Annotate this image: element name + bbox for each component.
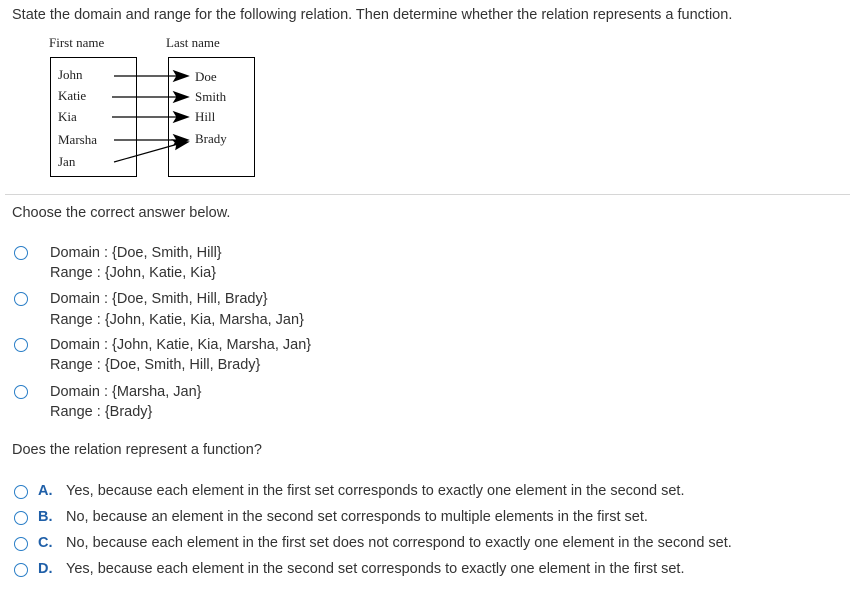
part1-prompt: Choose the correct answer below.	[12, 205, 231, 221]
first-name-item: Marsha	[58, 132, 97, 147]
option-3-domain[interactable]: Domain : {John, Katie, Kia, Marsha, Jan}	[50, 337, 312, 353]
domain-range-option-2-radio[interactable]	[14, 292, 28, 306]
domain-range-option-4-radio[interactable]	[14, 385, 28, 399]
question-text: State the domain and range for the following relation. Then determine whether the relation represents a function.	[12, 7, 733, 23]
domain-range-option-1-radio[interactable]	[14, 246, 28, 260]
domain-range-option-3-radio[interactable]	[14, 338, 28, 352]
relation-mapping-diagram	[46, 32, 266, 182]
last-name-item: Smith	[195, 89, 227, 104]
answer-d-radio[interactable]	[14, 563, 28, 577]
answer-d-text[interactable]: Yes, because each element in the second set corresponds to exactly one element in the first set.	[66, 561, 685, 577]
answer-a-letter[interactable]: A.	[38, 483, 53, 499]
mapping-arrows	[46, 32, 266, 182]
last-name-header: Last name	[166, 35, 220, 50]
option-3-range[interactable]: Range : {Doe, Smith, Hill, Brady}	[50, 357, 261, 373]
answer-c-text[interactable]: No, because each element in the first set does not correspond to exactly one element in the second set.	[66, 535, 732, 551]
answer-b-letter[interactable]: B.	[38, 509, 53, 525]
last-name-item: Hill	[195, 109, 216, 124]
option-1-range[interactable]: Range : {John, Katie, Kia}	[50, 265, 217, 281]
first-name-item: Kia	[58, 109, 77, 124]
answer-a-radio[interactable]	[14, 485, 28, 499]
section-divider	[5, 194, 850, 195]
option-1-domain[interactable]: Domain : {Doe, Smith, Hill}	[50, 245, 222, 261]
answer-b-text[interactable]: No, because an element in the second set corresponds to multiple elements in the first set.	[66, 509, 648, 525]
answer-b-radio[interactable]	[14, 511, 28, 525]
option-2-range[interactable]: Range : {John, Katie, Kia, Marsha, Jan}	[50, 312, 304, 328]
option-4-range[interactable]: Range : {Brady}	[50, 404, 153, 420]
answer-d-letter[interactable]: D.	[38, 561, 53, 577]
answer-c-radio[interactable]	[14, 537, 28, 551]
answer-c-letter[interactable]: C.	[38, 535, 53, 551]
part2-prompt: Does the relation represent a function?	[12, 442, 262, 458]
last-name-item: Doe	[195, 69, 217, 84]
option-2-domain[interactable]: Domain : {Doe, Smith, Hill, Brady}	[50, 291, 268, 307]
mapping-arrow	[114, 144, 178, 162]
first-name-item: Jan	[58, 154, 76, 169]
last-name-item: Brady	[195, 131, 227, 146]
option-4-domain[interactable]: Domain : {Marsha, Jan}	[50, 384, 202, 400]
answer-a-text[interactable]: Yes, because each element in the first set corresponds to exactly one element in the second set.	[66, 483, 685, 499]
first-name-item: Katie	[58, 88, 87, 103]
first-name-item: John	[58, 67, 83, 82]
first-name-header: First name	[49, 35, 105, 50]
